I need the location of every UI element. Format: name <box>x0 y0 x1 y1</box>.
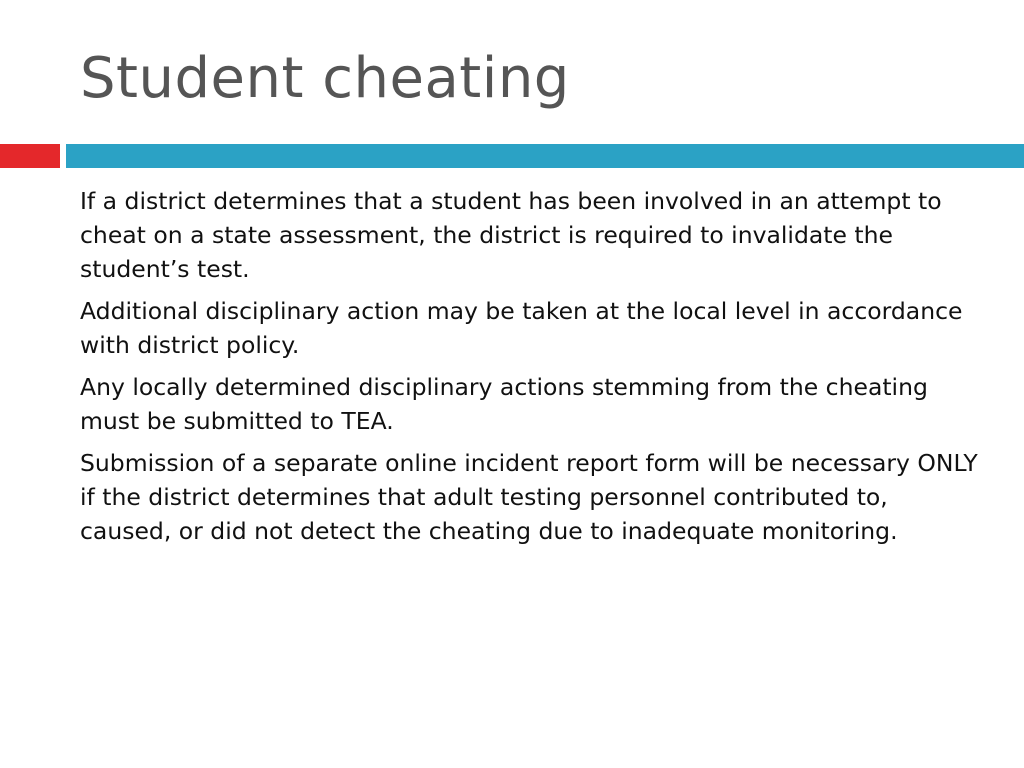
accent-bar-blue <box>66 144 1024 168</box>
body-paragraph: Any locally determined disciplinary actions stemming from the cheating must be submitted to TEA. <box>80 373 928 435</box>
body-paragraph: Additional disciplinary action may be taken at the local level in accordance with district policy. <box>80 297 963 359</box>
accent-bar-red <box>0 144 60 168</box>
slide-title: Student cheating <box>80 46 570 111</box>
slide-body <box>80 184 980 556</box>
body-paragraph: If a district determines that a student has been involved in an attempt to cheat on a state assessment, the district is required to invalidate the student’s test. <box>80 187 942 283</box>
body-paragraph: Submission of a separate online incident report form will be necessary ONLY if the district determines that adult testing personnel contributed to, caused, or did not detect the cheating due to inadequate monitoring. <box>80 449 978 545</box>
